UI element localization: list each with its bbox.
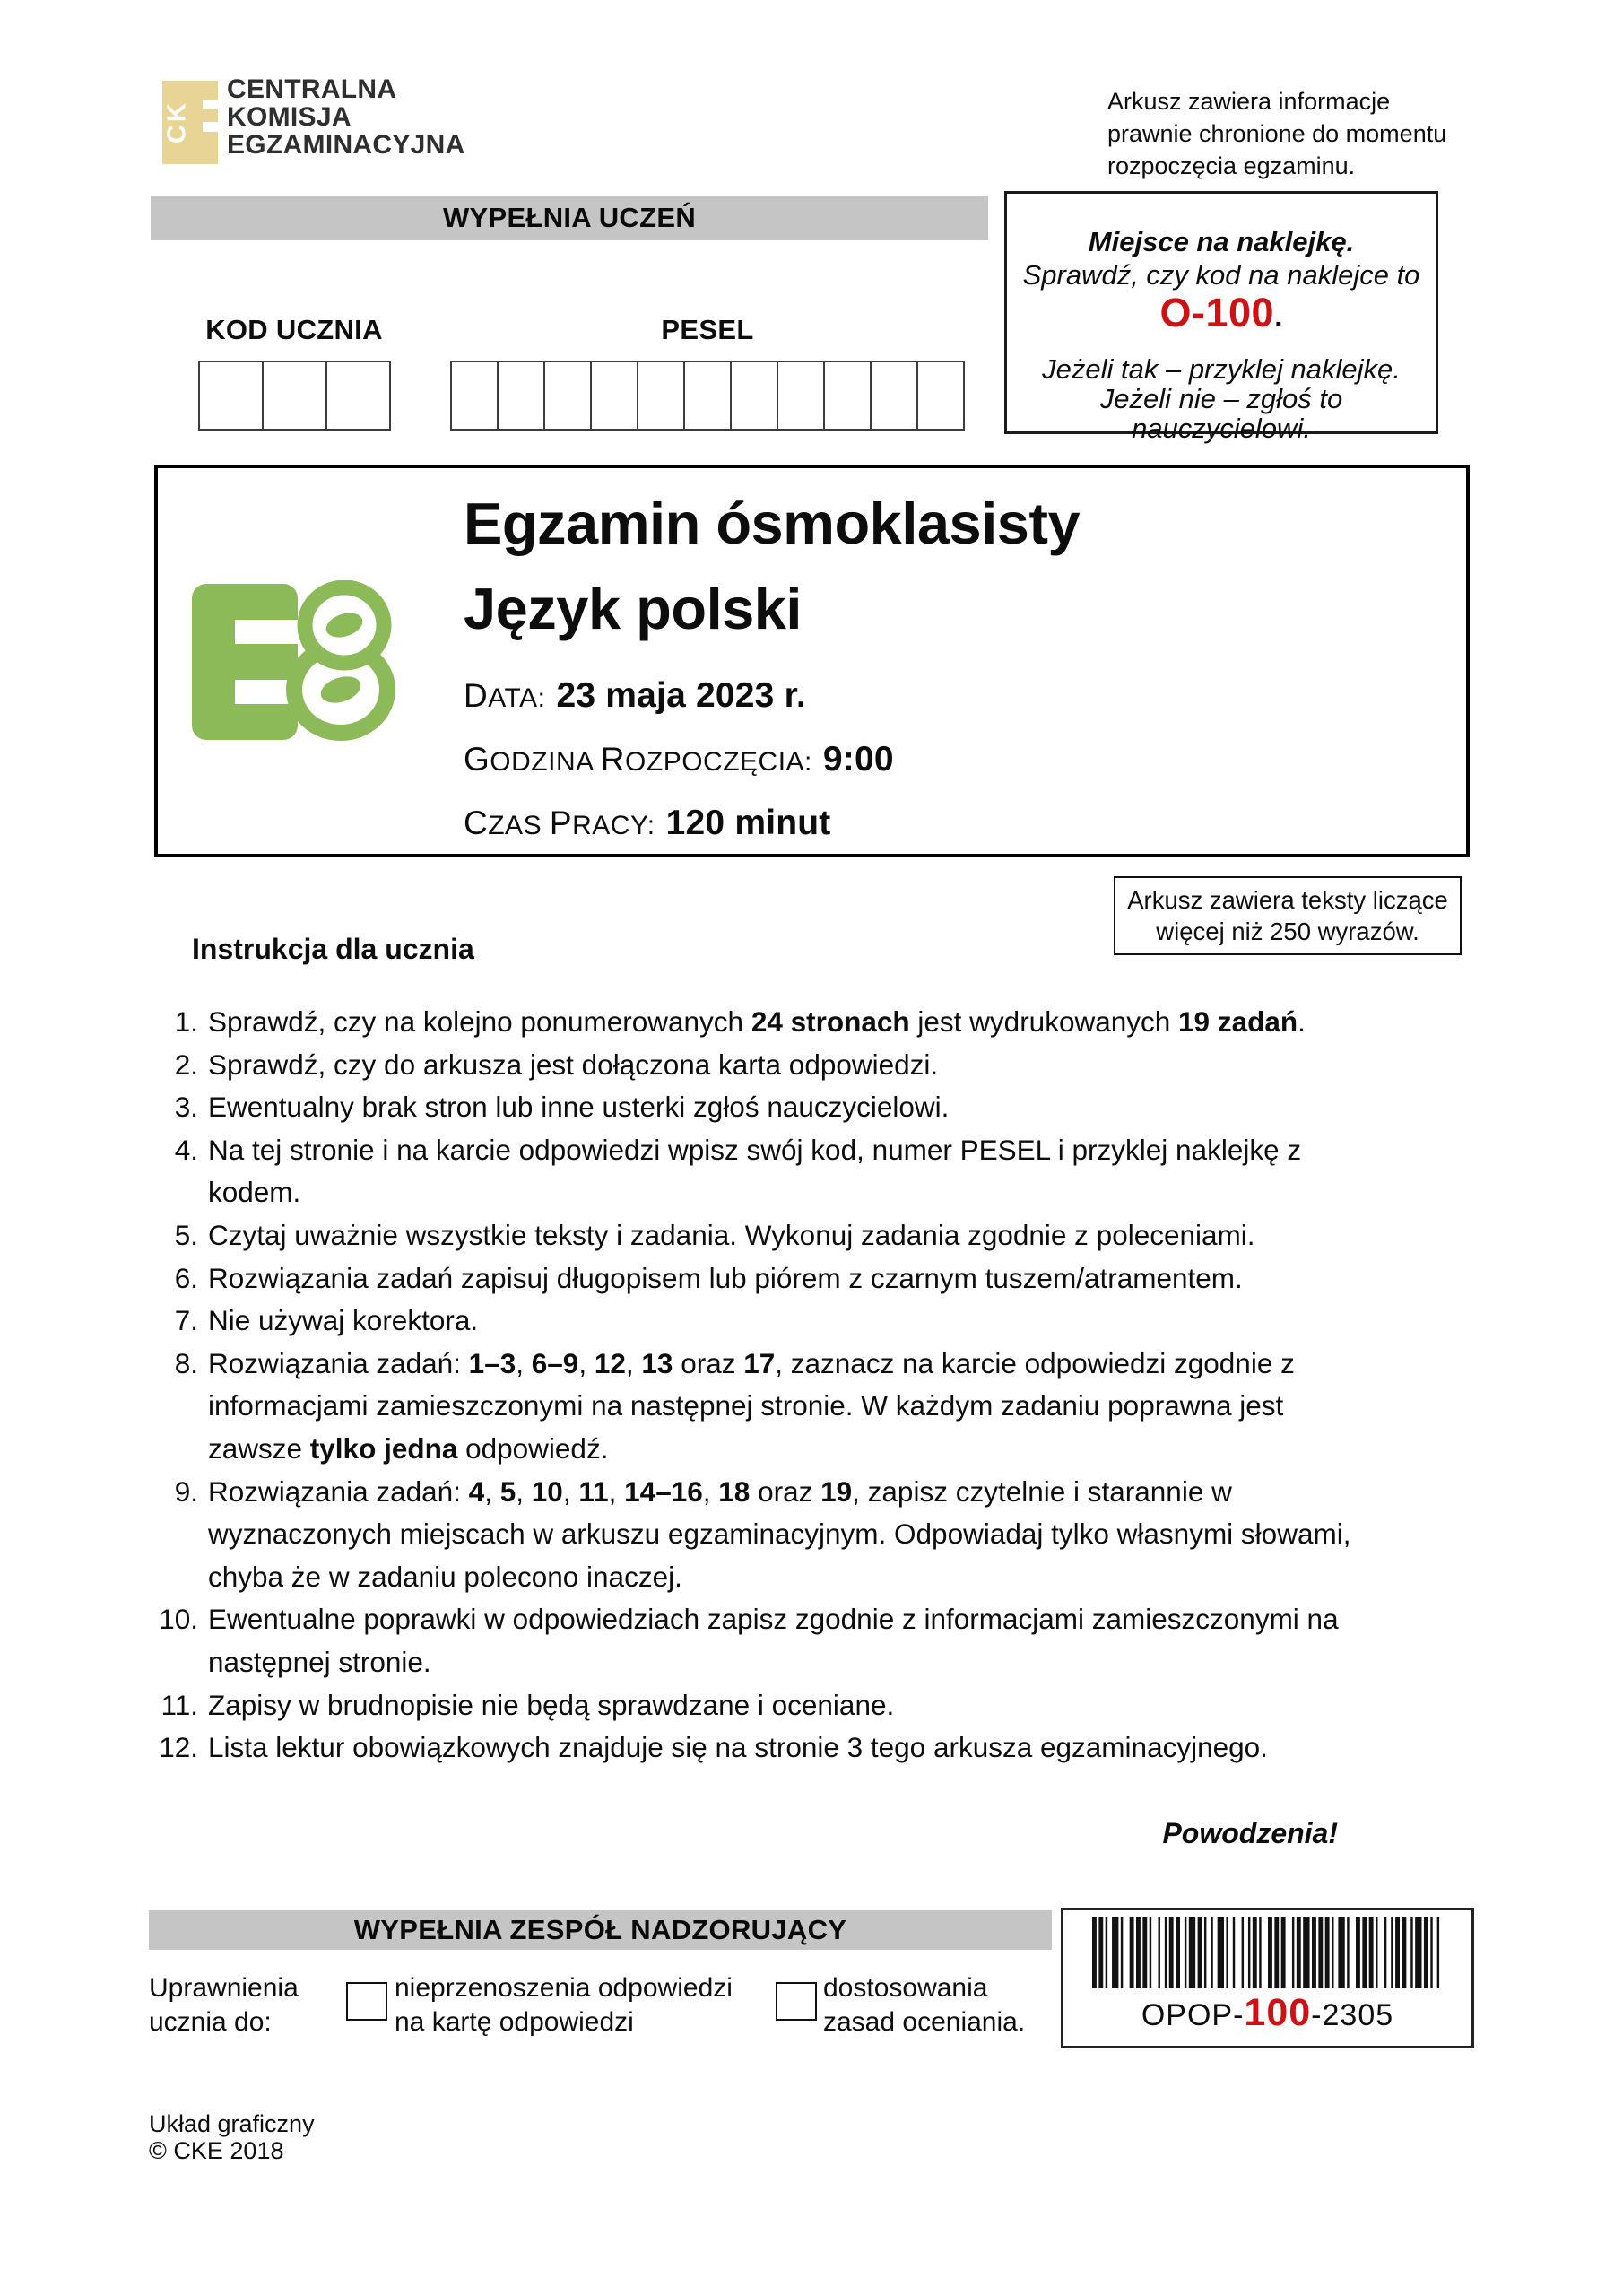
- barcode-prefix: OPOP-: [1141, 1998, 1245, 2032]
- instruction-item: [143, 1001, 1435, 1044]
- cke-logo-mark: [162, 81, 218, 164]
- pesel-cell[interactable]: [685, 362, 732, 429]
- privilege-option-adjusted-grading-label: [823, 1971, 1025, 2039]
- instruction-text: [208, 1044, 1365, 1087]
- instruction-item: [143, 1471, 1435, 1599]
- exam-title: [464, 481, 1080, 651]
- text-line: prawnie chronione do momentu: [1107, 120, 1447, 147]
- exam-duration-row: [464, 804, 894, 867]
- instruction-number: 3.: [174, 1091, 198, 1124]
- barcode-code: 100: [1244, 1991, 1312, 2034]
- instruction-number: 9.: [174, 1474, 198, 1508]
- text-segment: ATA:: [488, 683, 546, 713]
- pesel-cell[interactable]: [825, 362, 872, 429]
- sticker-code-dot: .: [1274, 300, 1283, 334]
- instructions-heading: Instrukcja dla ucznia: [192, 933, 474, 965]
- text-line: © CKE 2018: [149, 2137, 284, 2164]
- text-line: więcej niż 250 wyrazów.: [1156, 918, 1419, 945]
- supervisor-section-bar: [149, 1910, 1052, 1950]
- pesel-cell[interactable]: [545, 362, 592, 429]
- kod-ucznia-label: KOD UCZNIA: [205, 314, 383, 345]
- instruction-number: 12.: [159, 1731, 198, 1764]
- text-line: KOMISJA: [227, 102, 352, 132]
- text-segment: R: [600, 741, 626, 778]
- text-line: EGZAMINACYJNA: [227, 130, 465, 160]
- text-line: Układ graficzny: [149, 2110, 315, 2137]
- text-segment: 6–9: [531, 1346, 579, 1379]
- cke-logo-e-notch: [203, 100, 218, 109]
- text-segment: 19: [820, 1474, 853, 1508]
- checkbox-adjusted-grading[interactable]: [776, 1982, 817, 2021]
- text-segment: oraz: [673, 1346, 744, 1379]
- sticker-instruction-yes: Jeżeli tak – przyklej naklejkę.: [1042, 353, 1401, 385]
- instruction-number: 1.: [174, 1005, 198, 1038]
- exam-duration-label: [464, 804, 655, 842]
- privilege-option-no-transfer-label: [395, 1971, 733, 2039]
- instruction-number: 6.: [174, 1261, 198, 1294]
- text-segment: OZPOCZĘCIA:: [625, 747, 812, 777]
- instruction-number: 7.: [174, 1304, 198, 1337]
- text-segment: G: [464, 741, 490, 778]
- instruction-text: [208, 1726, 1365, 1770]
- barcode-suffix: -2305: [1311, 1998, 1394, 2032]
- text-line: Uprawnienia: [149, 1973, 299, 2003]
- instruction-number: 2.: [174, 1048, 198, 1081]
- text-segment: ,: [578, 1346, 595, 1379]
- text-segment: Rozwiązania zadań:: [208, 1474, 469, 1508]
- text-segment: Rozwiązania zadań zapisuj długopisem lub piórem z czarnym tuszem/atramentem.: [208, 1261, 1243, 1294]
- instruction-number: 5.: [174, 1218, 198, 1251]
- text-segment: 4: [468, 1474, 485, 1508]
- text-segment: ,: [625, 1346, 642, 1379]
- checkbox-no-transfer-to-answer-sheet[interactable]: [346, 1982, 387, 2021]
- pesel-cell[interactable]: [452, 362, 499, 429]
- exam-title-line2: Język polski: [464, 576, 802, 641]
- student-section-label: WYPEŁNIA UCZEŃ: [442, 202, 697, 233]
- text-segment: 5: [499, 1474, 516, 1508]
- text-segment: RACY:: [572, 811, 655, 840]
- text-segment: ZAS: [488, 811, 550, 840]
- privileges-intro: [149, 1971, 299, 2039]
- instruction-text: [208, 1598, 1365, 1683]
- instruction-number: 10.: [159, 1603, 198, 1636]
- text-segment: Lista lektur obowiązkowych znajduje się na stronie 3 tego arkusza egzaminacyjnego.: [208, 1731, 1268, 1764]
- pesel-cell[interactable]: [778, 362, 825, 429]
- text-segment: tylko jedna: [309, 1431, 458, 1465]
- kod-cell[interactable]: [264, 362, 327, 429]
- text-line: zasad oceniania.: [823, 2007, 1026, 2037]
- exam-header-box: [154, 465, 1470, 857]
- exam-start-time-row: [464, 740, 894, 804]
- text-segment: Ewentualny brak stron lub inne usterki zgłoś nauczycielowi.: [208, 1091, 950, 1124]
- cke-logo-letters: CK: [162, 100, 192, 144]
- privileges-row: [149, 1970, 1063, 2050]
- instruction-item: [143, 1257, 1435, 1300]
- instruction-text: [208, 1684, 1365, 1727]
- sticker-code-row: [1007, 292, 1436, 344]
- sticker-check-line: Sprawdź, czy kod na naklejce to: [1022, 259, 1420, 291]
- text-segment: ,: [702, 1474, 719, 1508]
- kod-ucznia-cells: [198, 361, 391, 430]
- e8-logo: [190, 580, 409, 744]
- good-luck-note: Powodzenia!: [1162, 1817, 1338, 1849]
- text-segment: Na tej stronie i na karcie odpowiedzi wpisz swój kod, numer PESEL i przyklej naklejkę z kodem.: [208, 1133, 1302, 1209]
- text-segment: 11: [578, 1474, 609, 1508]
- text-line: Arkusz zawiera informacje: [1107, 88, 1391, 115]
- text-segment: 10: [531, 1474, 563, 1508]
- exam-date-label: [464, 677, 545, 715]
- text-segment: oraz: [750, 1474, 821, 1508]
- instruction-item: [143, 1129, 1435, 1214]
- text-segment: 19 zadań: [1178, 1005, 1298, 1038]
- text-line: nieprzenoszenia odpowiedzi: [395, 1973, 733, 2003]
- text-line: dostosowania: [823, 1973, 988, 2003]
- instruction-number: 4.: [174, 1133, 198, 1166]
- pesel-cell[interactable]: [499, 362, 545, 429]
- text-segment: ,: [484, 1474, 500, 1508]
- instruction-item: [143, 1343, 1435, 1471]
- exam-date-value: 23 maja 2023 r.: [556, 676, 806, 715]
- text-segment: jest wydrukowanych: [909, 1005, 1179, 1038]
- pesel-cell[interactable]: [872, 362, 918, 429]
- instruction-item: [143, 1300, 1435, 1343]
- text-line: ucznia do:: [149, 2007, 272, 2037]
- text-segment: Czytaj uważnie wszystkie teksty i zadania. Wykonuj zadania zgodnie z poleceniami.: [208, 1218, 1255, 1251]
- text-segment: Zapisy w brudnopisie nie będą sprawdzane i oceniane.: [208, 1688, 895, 1721]
- text-segment: ,: [562, 1474, 579, 1508]
- text-segment: D: [464, 677, 489, 714]
- text-segment: Sprawdź, czy na kolejno ponumerowanych: [208, 1005, 751, 1038]
- text-segment: P: [549, 804, 573, 841]
- exam-duration-value: 120 minut: [665, 804, 831, 842]
- text-segment: 1–3: [468, 1346, 516, 1379]
- supervisor-section-label: WYPEŁNIA ZESPÓŁ NADZORUJĄCY: [353, 1914, 847, 1945]
- text-segment: ,: [608, 1474, 625, 1508]
- text-segment: 13: [641, 1346, 673, 1379]
- pesel-cell[interactable]: [638, 362, 685, 429]
- pesel-cell[interactable]: [732, 362, 778, 429]
- instruction-text: [208, 1343, 1365, 1471]
- text-segment: Ewentualne poprawki w odpowiedziach zapisz zgodnie z informacjami zamieszczonymi na następnej stronie.: [208, 1603, 1339, 1678]
- pesel-cells: [450, 361, 965, 430]
- text-line: CENTRALNA: [227, 74, 397, 104]
- exam-date-row: [464, 676, 894, 740]
- pesel-cell[interactable]: [918, 362, 963, 429]
- instructions-list: [143, 1001, 1435, 1770]
- instruction-item: [143, 1044, 1435, 1087]
- instruction-text: [208, 1471, 1365, 1599]
- sticker-box: [1004, 191, 1438, 444]
- cke-org-name: [227, 75, 465, 159]
- text-segment: Nie używaj korektora.: [208, 1304, 479, 1337]
- text-segment: 18: [718, 1474, 751, 1508]
- instruction-text: [208, 1086, 1365, 1129]
- text-segment: 12: [594, 1346, 626, 1379]
- sticker-code: O-100: [1159, 290, 1275, 335]
- exam-start-time-label: [464, 741, 812, 778]
- text-segment: ODZINA: [490, 747, 601, 777]
- barcode: [1090, 1917, 1445, 1988]
- text-segment: ,: [516, 1346, 532, 1379]
- instruction-text: [208, 1300, 1365, 1343]
- kod-cell[interactable]: [327, 362, 389, 429]
- texts-note-box: [1114, 876, 1462, 955]
- cke-logo-e-notch: [203, 122, 218, 132]
- text-segment: C: [464, 804, 489, 841]
- text-line: rozpoczęcia egzaminu.: [1107, 152, 1356, 179]
- kod-cell[interactable]: [200, 362, 264, 429]
- text-segment: Sprawdź, czy do arkusza jest dołączona karta odpowiedzi.: [208, 1048, 939, 1081]
- instruction-item: [143, 1726, 1435, 1770]
- instruction-item: [143, 1214, 1435, 1257]
- text-segment: odpowiedź.: [457, 1431, 609, 1465]
- footer-credit: [149, 2110, 315, 2164]
- barcode-box: [1061, 1908, 1474, 2048]
- pesel-cell[interactable]: [592, 362, 638, 429]
- instruction-text: [208, 1257, 1365, 1300]
- pesel-label: PESEL: [661, 314, 754, 345]
- text-segment: .: [1298, 1005, 1306, 1038]
- instruction-number: 8.: [174, 1346, 198, 1379]
- sticker-title: Miejsce na naklejkę.: [1088, 226, 1355, 257]
- instruction-number: 11.: [161, 1688, 198, 1721]
- exam-meta: [464, 676, 894, 867]
- text-segment: Rozwiązania zadań:: [208, 1346, 469, 1379]
- text-segment: 14–16: [624, 1474, 703, 1508]
- text-segment: , zapisz czytelnie i starannie w wyznaczonych miejscach w arkuszu egzaminacyjnym. Odpowiadaj tylko własnymi słowami, chyba że w zadaniu polecono inaczej.: [208, 1474, 1351, 1593]
- legal-note: [1107, 85, 1446, 182]
- student-section-bar: [151, 196, 988, 240]
- barcode-label: [1063, 1991, 1471, 2035]
- text-line: na kartę odpowiedzi: [395, 2007, 634, 2037]
- exam-title-line1: Egzamin ósmoklasisty: [464, 491, 1081, 556]
- instruction-item: [143, 1086, 1435, 1129]
- instruction-text: [208, 1001, 1365, 1044]
- text-segment: 24 stronach: [751, 1005, 910, 1038]
- instruction-text: [208, 1214, 1365, 1257]
- exam-start-time-value: 9:00: [822, 740, 894, 778]
- instruction-item: [143, 1598, 1435, 1683]
- text-line: Arkusz zawiera teksty liczące: [1127, 886, 1448, 914]
- instruction-item: [143, 1684, 1435, 1727]
- text-segment: 17: [743, 1346, 776, 1379]
- instruction-text: [208, 1129, 1365, 1214]
- text-segment: ,: [516, 1474, 532, 1508]
- sticker-instruction-no: Jeżeli nie – zgłoś to nauczycielowi.: [1099, 383, 1343, 444]
- text-segment: , zaznacz na karcie odpowiedzi zgodnie z informacjami zamieszczonymi na następnej stronie. W każdym zadaniu poprawna jest zawsze: [208, 1346, 1295, 1465]
